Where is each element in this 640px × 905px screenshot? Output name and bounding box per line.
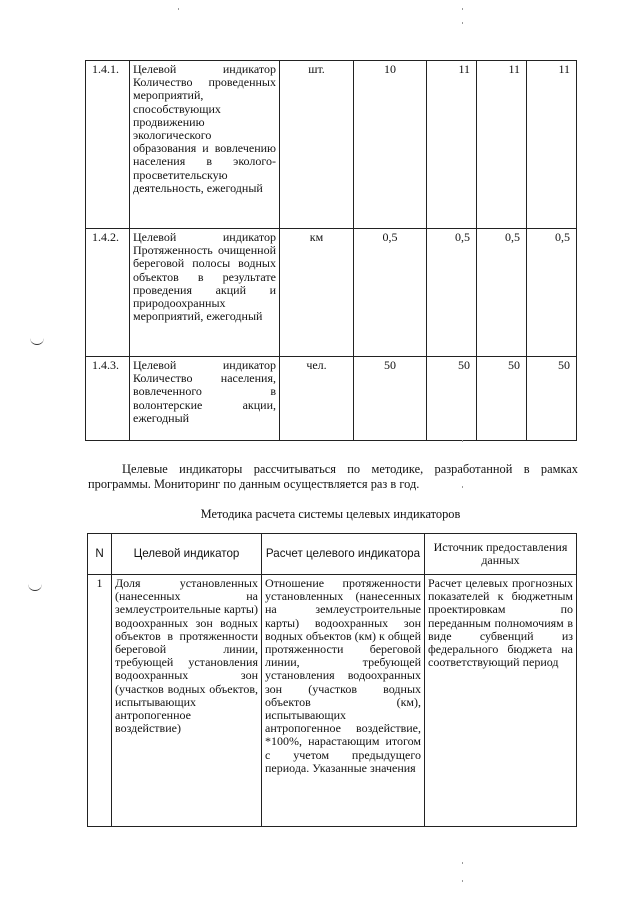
value-cell: 11 <box>427 61 477 229</box>
row-number: 1.4.2. <box>86 229 130 357</box>
scan-speck <box>462 8 463 10</box>
value-cell: 10 <box>354 61 427 229</box>
binding-hole-mark <box>30 336 44 345</box>
value-cell: 11 <box>527 61 577 229</box>
table-row <box>86 229 577 357</box>
row-number: 1 <box>88 575 112 827</box>
value-cell: 50 <box>527 357 577 441</box>
table-row <box>86 357 577 441</box>
row-number: 1.4.3. <box>86 357 130 441</box>
table-row <box>88 575 577 827</box>
scan-speck <box>462 22 463 24</box>
scan-speck <box>462 486 463 488</box>
header-num: N <box>88 534 112 575</box>
monitoring-paragraph: Целевые индикаторы рассчитываться по методике, разработанной в рамках программы. Мониторинг по данным осуществляется раз в год. <box>88 462 578 491</box>
value-cell: 50 <box>354 357 427 441</box>
methodology-table <box>87 533 577 827</box>
header-calc: Расчет целевого индикатора <box>262 534 425 575</box>
unit-cell: чел. <box>280 357 354 441</box>
source-cell: Расчет целевых прогнозных показателей к бюджетным проектировкам по переданным полномочиям в виде субвенций из федерального бюджета на соответствующий период <box>425 575 577 827</box>
scan-speck <box>178 8 179 10</box>
indicator-cell: Доля установленных (нанесенных на землеустроительные карты) водоохранных зон водных объектов в протяженности береговой линии, требующей установления водоохранных зон (участков водных объектов, испытывающих антропогенное воздействие) <box>112 575 262 827</box>
methodology-caption: Методика расчета системы целевых индикаторов <box>200 507 461 521</box>
value-cell: 0,5 <box>354 229 427 357</box>
value-cell: 0,5 <box>527 229 577 357</box>
value-cell: 0,5 <box>477 229 527 357</box>
scan-speck <box>462 880 463 882</box>
scan-speck <box>462 440 463 442</box>
indicator-name: Целевой индикатор Количество проведенных мероприятий, способствующих продвижению экологического образования и вовлечению населения в эколого-просветительскую деятельность, ежегодный <box>130 61 280 229</box>
table-header-row <box>88 534 577 575</box>
header-indicator: Целевой индикатор <box>112 534 262 575</box>
indicator-name: Целевой индикатор Количество населения, вовлеченного в волонтерские акции, ежегодный <box>130 357 280 441</box>
row-number: 1.4.1. <box>86 61 130 229</box>
scan-speck <box>462 862 463 864</box>
unit-cell: км <box>280 229 354 357</box>
value-cell: 0,5 <box>427 229 477 357</box>
binding-hole-mark <box>28 582 42 591</box>
table-row <box>86 61 577 229</box>
value-cell: 50 <box>427 357 477 441</box>
value-cell: 11 <box>477 61 527 229</box>
calculation-cell: Отношение протяженности установленных (нанесенных на землеустроительные карты) водоохранных зон водных объектов (км) к общей протяженности береговой линии, требующей установления водоохранных зон (участков водных объектов (км), испытывающих антропогенное воздействие, *100%, нарастающим итогом с учетом предыдущего периода. Указанные значения <box>262 575 425 827</box>
indicator-name: Целевой индикатор Протяженность очищенной береговой полосы водных объектов в результате проведения акций и природоохранных мероприятий, ежегодный <box>130 229 280 357</box>
header-source: Источник предоставления данных <box>425 534 577 575</box>
value-cell: 50 <box>477 357 527 441</box>
indicators-table <box>85 60 577 441</box>
unit-cell: шт. <box>280 61 354 229</box>
